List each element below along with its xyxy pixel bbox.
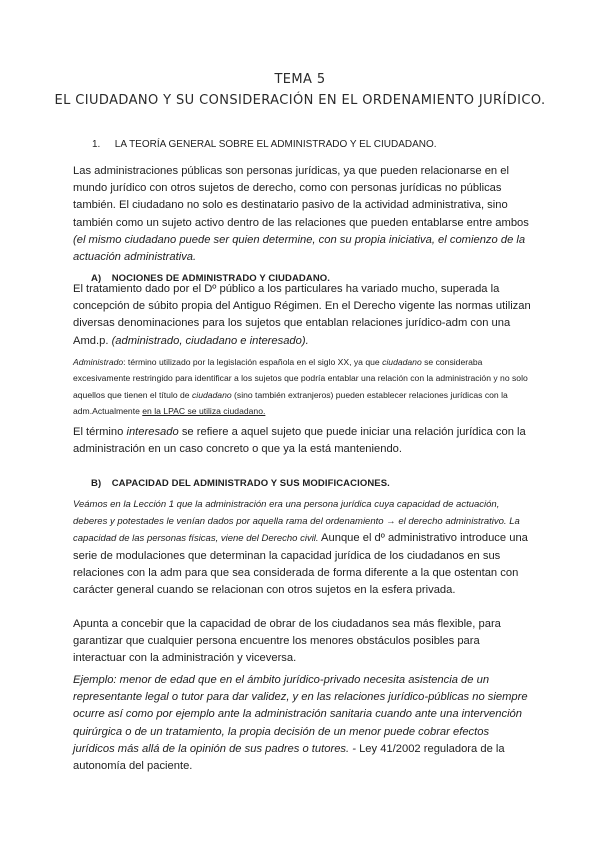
interesado-part-2: se refiere a aquel sujeto que puede iniciar una relación jurídica con la administración en un caso concreto o que ya la está manteniendo. [73, 426, 526, 456]
section-1-heading [92, 134, 532, 153]
interesado-part-1: El término [73, 426, 127, 438]
intro-paragraph [73, 163, 533, 266]
section-b-label: B) [91, 478, 102, 489]
lpac-underlined-text: en la LPAC se utiliza ciudadano. [142, 406, 266, 417]
flexible-capacity-paragraph [73, 616, 533, 668]
section-b-italic-text: Veámos en la Lección 1 que la administración era una persona jurídica cuya capacidad de actuación, deberes y potestades le venían dados por aquella rama del ordenamiento → el derecho administrativo. La capacidad de las personas físicas, viene del Derecho civil. [73, 499, 520, 545]
intro-italic-text: (el mismo ciudadano puede ser quien determine, con su propia iniciativa, el comienzo de la actuación administrativa. [73, 233, 526, 264]
section-a-text: El tratamiento dado por el Dº público a los particulares ha variado mucho, superada la concepción de súbito propia del Antiguo Régimen. En el Derecho vigente las normas utilizan diversas denominaciones para los sujetos que entablan relaciones jurídico-adm con una Amd.p. [73, 283, 531, 347]
section-a-label: A) [91, 273, 102, 284]
interesado-paragraph [73, 424, 533, 458]
ciudadano-term-2: ciudadano [191, 389, 232, 400]
flexible-text: Apunta a concebir que la capacidad de obrar de los ciudadanos sea más flexible, para garantizar que cualquier persona encuentre los menores obstáculos posibles para interactuar con la administración y viceversa. [73, 618, 501, 665]
example-text: : menor de edad que en el ámbito jurídico-privado necesita asistencia de un representante legal o tutor para dar validez, y en las relaciones jurídico-públicas no siempre ocurre así como por ejemplo ante la administración sanitaria cuando ante una intervención quirúrgica o de un tratamiento, la propia decisión de un menor puede cobrar efectos jurídicos más allá de la opinión de sus padres o tutores. - [73, 674, 528, 755]
note-part-1: : término utilizado por la legislación española en el siglo XX, ya que [123, 357, 383, 367]
section-a-italic-text: (administrado, ciudadano e interesado). [111, 334, 309, 347]
section-1-title: LA TEORÍA GENERAL SOBRE EL ADMINISTRADO Y EL CIUDADANO. [114, 139, 437, 150]
note-part-2: se consideraba excesivamente restringido para identificar a los sujetos que podría entablar una relación con la administración y no solo aquellos que tienen el título de [73, 357, 528, 400]
section-b-text: Aunque el dº administrativo introduce una serie de modulaciones que determinan la capacidad jurídica de los ciudadanos en sus relaciones con la adm para que sea considerada de forma diferente a la que ostentan con carácter general cuando se relacionan con otros sujetos en la esfera privada. [73, 532, 528, 597]
topic-number-title: TEMA 5 [274, 72, 326, 87]
section-a-title: NOCIONES DE ADMINISTRADO Y CIUDADANO. [111, 273, 331, 284]
example-law: Ley 41/2002 reguladora de la autonomía del paciente. [73, 742, 505, 773]
ciudadano-term: ciudadano [382, 357, 422, 367]
section-1-number: 1. [92, 139, 101, 150]
example-paragraph [73, 672, 533, 775]
administrado-note [73, 354, 533, 420]
note-part-3: (sino también extranjeros) pueden establecer relaciones jurídicas con la adm.Actualmente [73, 389, 508, 417]
section-b-heading [91, 473, 531, 491]
intro-text: Las administraciones públicas son personas jurídicas, ya que pueden relacionarse en el mundo jurídico con otros sujetos de derecho, como con personas jurídicas no públicas también. El ciudadano no solo es destinatario pasivo de la actividad administrativa, sino también como un sujeto activo dentro de las relaciones que pueden entablarse entre ambos [73, 165, 529, 229]
example-label: Ejemplo [73, 674, 114, 686]
interesado-term: interesado [126, 426, 179, 438]
section-a-paragraph [73, 281, 533, 350]
administrado-term: Administrado [73, 357, 124, 367]
document-title: EL CIUDADANO Y SU CONSIDERACIÓN EN EL ORDENAMIENTO JURÍDICO. [54, 93, 546, 108]
section-b-paragraph [73, 496, 533, 599]
section-b-title: CAPACIDAD DEL ADMINISTRADO Y SUS MODIFICACIONES. [111, 478, 390, 489]
